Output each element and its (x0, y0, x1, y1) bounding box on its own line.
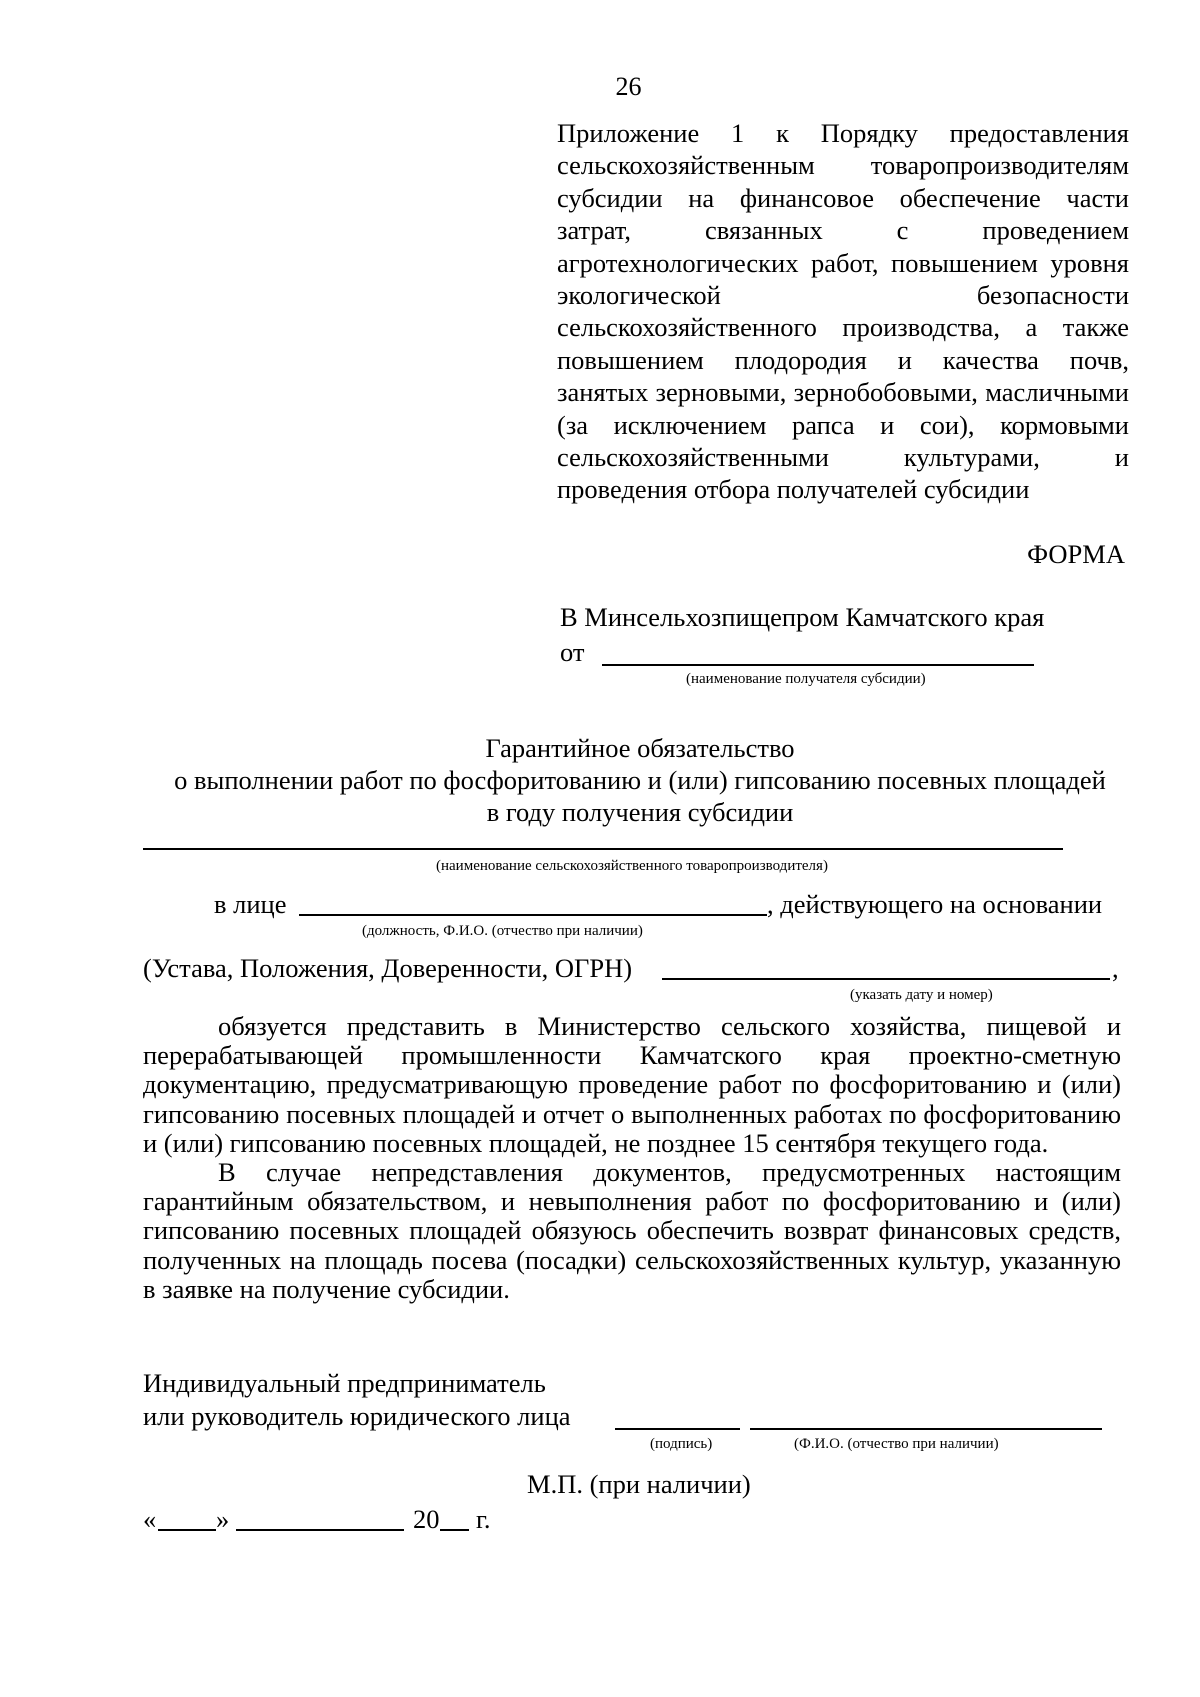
name-caption: (Ф.И.О. (отчество при наличии) (794, 1436, 999, 1452)
signature-caption: (подпись) (650, 1436, 713, 1452)
stamp-line (527, 1468, 751, 1500)
obligation-paragraph-1: обязуется представить в Министерство сельского хозяйства, пищевой и перерабатывающей промышленности Камчатского края проектно-сметную документацию, предусматривающую проведение работ по фосфоритованию и (или) гипсованию посевных площадей и отчет о выполненных работах по фосфоритованию и (или) гипсованию посевных площадей, не позднее 15 сентября текущего года. (143, 1011, 1121, 1158)
date-close-quote: » (216, 1504, 230, 1534)
from-caption: (наименование получателя субсидии) (686, 671, 926, 687)
year-prefix: 20 (413, 1504, 440, 1534)
represented-suffix: , действующего на основании (767, 889, 1103, 919)
title-line-2: о выполнении работ по фосфоритованию и (или) гипсованию посевных площадей (174, 765, 1106, 795)
page-number: 26 (615, 72, 642, 101)
date-year-blank (440, 1529, 469, 1531)
date-day-blank (158, 1529, 216, 1531)
obligation-body (143, 1012, 1121, 1304)
represented-blank-line (299, 914, 767, 916)
signature-line-2: или руководитель юридического лица (143, 1401, 571, 1431)
date-month-blank (236, 1529, 404, 1531)
stamp-note: (при наличии) (589, 1469, 751, 1499)
from-blank-line (602, 664, 1034, 666)
document-title (120, 732, 1160, 828)
from-label: от (560, 637, 585, 667)
represented-caption: (должность, Ф.И.О. (отчество при наличии) (362, 923, 643, 939)
producer-caption: (наименование сельскохозяйственного товаропроизводителя) (436, 858, 828, 874)
addressee: В Минсельхозпищепром Камчатского края (560, 602, 1045, 632)
signature-title (143, 1367, 571, 1433)
basis-caption: (указать дату и номер) (850, 987, 993, 1003)
basis-comma: , (1112, 953, 1119, 983)
year-suffix: г. (476, 1504, 491, 1534)
title-line-1: Гарантийное обязательство (485, 733, 795, 763)
represented-prefix: в лице (214, 889, 287, 919)
title-line-3: в году получения субсидии (486, 797, 794, 827)
from-field (560, 636, 1040, 670)
appendix-heading: Приложение 1 к Порядку предоставления сельскохозяйственным товаропроизводителям субсидии на финансовое обеспечение части затрат, связанных с проведением агротехнологических работ, повышением уровня экологической безопасности сельскохозяйственного производства, а также повышением плодородия и качества почв, занятых зерновыми, зернобобовыми, масличными (за исключением рапса и сои), кормовыми сельскохозяйственными культурами, и проведения отбора получателей субсидии (557, 118, 1129, 505)
name-blank-line (750, 1428, 1102, 1430)
basis-blank-line (662, 978, 1110, 980)
signature-line-1: Индивидуальный предприниматель (143, 1368, 546, 1398)
form-label: ФОРМА (1027, 539, 1125, 569)
basis-text: (Устава, Положения, Доверенности, ОГРН) (143, 953, 633, 983)
date-open-quote: « (143, 1504, 157, 1534)
producer-blank-line (143, 848, 1063, 850)
signature-blank-line (615, 1428, 740, 1430)
stamp-label: М.П. (527, 1469, 583, 1499)
obligation-paragraph-2: В случае непредставления документов, предусмотренных настоящим гарантийным обязательством, и невыполнения работ по фосфоритованию и (или) гипсованию посевных площадей обязуюсь обеспечить возврат финансовых средств, полученных на площадь посева (посадки) сельскохозяйственных культур, указанную в заявке на получение субсидии. (143, 1157, 1121, 1304)
